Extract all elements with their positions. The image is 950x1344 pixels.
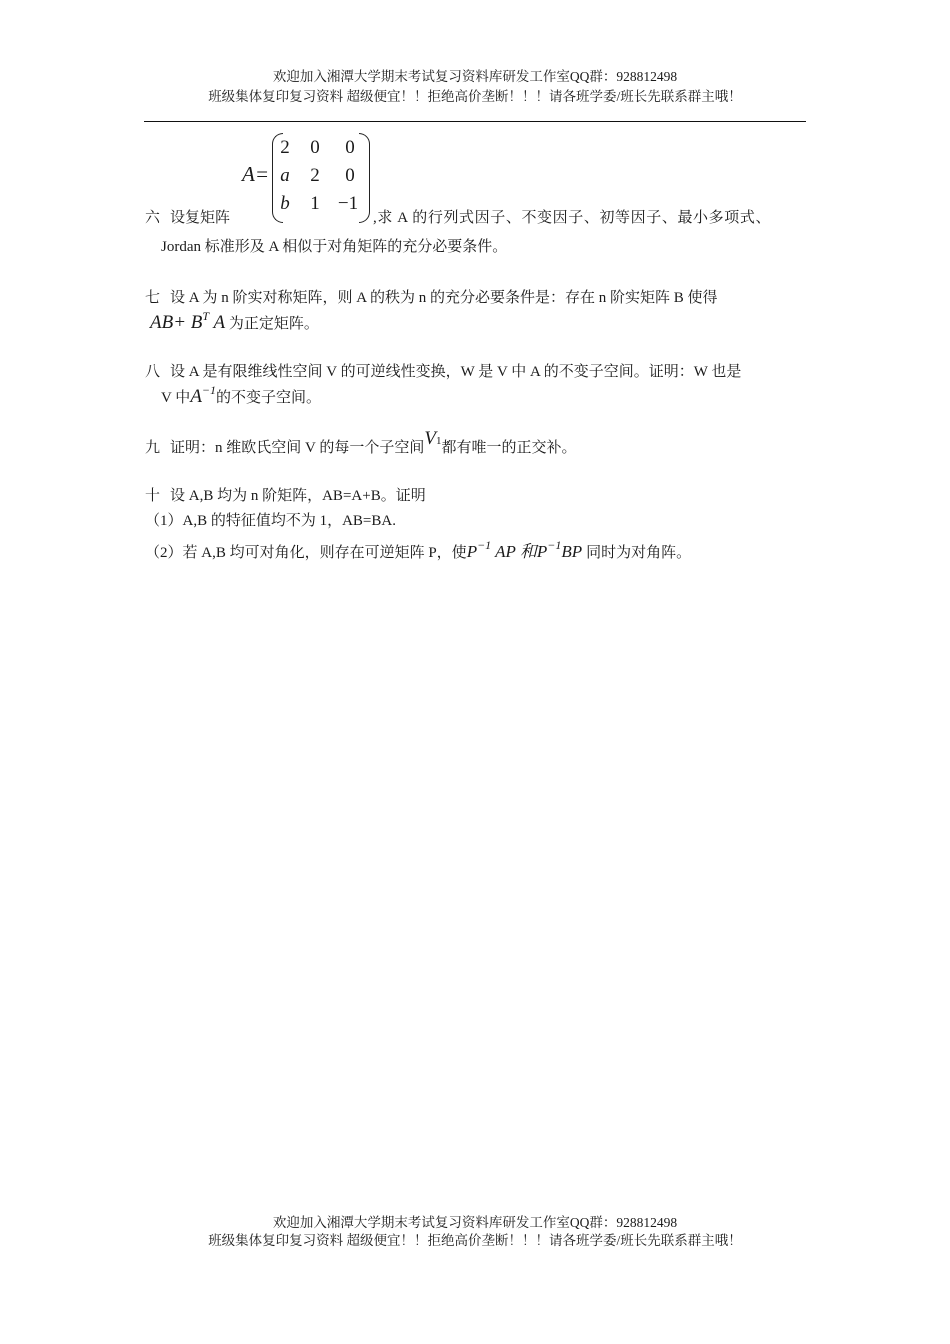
text-part: 同时为对角阵。 <box>586 545 692 561</box>
problem-ten-line1 <box>145 484 426 505</box>
problem-ten-text: 设 A,B 均为 n 阶矩阵，AB=A+B。证明 <box>170 488 426 504</box>
problem-six-lead: 设复矩阵 <box>170 210 231 226</box>
formula-a-inverse <box>190 383 217 407</box>
problem-seven-line2 <box>150 309 319 334</box>
formula-v1 <box>424 428 441 449</box>
problem-number: 七 <box>145 290 161 306</box>
problem-six-line2: Jordan 标准形及 A 相似于对角矩阵的充分必要条件。 <box>161 239 508 255</box>
problem-nine-text: 证明：n 维欧氏空间 V 的每一个子空间 <box>170 440 425 456</box>
problem-six-line1 <box>145 206 230 227</box>
formula-sup: −1 <box>547 538 562 552</box>
problem-nine-text2: 都有唯一的正交补。 <box>441 440 577 456</box>
matrix-cell: 1 <box>310 193 320 214</box>
matrix-cell: 0 <box>310 137 320 158</box>
matrix-label: A= <box>242 162 269 186</box>
matrix-cell: a <box>280 165 290 186</box>
problem-six-tail: ,求 A 的行列式因子、不变因子、初等因子、最小多项式、 <box>373 210 772 226</box>
problem-eight-line1 <box>145 360 741 381</box>
problem-seven-text2: 为正定矩阵。 <box>228 316 319 332</box>
problem-ten-item1: （1）A,B 的特征值均不为 1，AB=BA. <box>145 513 396 529</box>
formula-sup: −1 <box>201 383 217 397</box>
problem-eight-line2 <box>161 383 321 408</box>
matrix-cell: 2 <box>280 137 290 158</box>
problem-number: 六 <box>145 210 161 226</box>
problem-ten-item2 <box>145 537 691 562</box>
problem-seven-line1 <box>145 286 718 307</box>
matrix-cell: 0 <box>345 137 355 158</box>
footer-line-1: 欢迎加入湘潭大学期末考试复习资料库研发工作室QQ群：928812498 <box>272 1215 678 1230</box>
formula-similarity <box>466 538 583 561</box>
problem-nine-line <box>145 428 577 458</box>
text-part: 的不变子空间。 <box>216 390 322 406</box>
header-line-2: 班级集体复印复习资料 超级便宜！！拒绝高价垄断！！！请各班学委/班长先联系群主哦！ <box>208 89 742 104</box>
matrix-cell: 2 <box>310 165 320 186</box>
footer-line-2: 班级集体复印复习资料 超级便宜！！拒绝高价垄断！！！请各班学委/班长先联系群主哦！ <box>208 1233 742 1248</box>
formula-part: A <box>209 312 226 333</box>
formula-part: BP <box>561 542 583 561</box>
problem-number: 八 <box>145 364 161 380</box>
matrix-cell: b <box>280 193 290 214</box>
formula-sub: 1 <box>435 435 442 447</box>
formula-part: P <box>466 542 478 561</box>
formula-sup: T <box>202 309 210 323</box>
header-divider <box>144 121 806 122</box>
formula-part: AB+ B <box>150 312 203 333</box>
problem-number: 九 <box>145 440 161 456</box>
problem-eight-text: 设 A 是有限维线性空间 V 的可逆线性变换，W 是 V 中 A 的不变子空间。证明：W 也是 <box>170 364 742 380</box>
formula-part: AP 和P <box>491 542 548 561</box>
matrix-cell: −1 <box>337 193 359 214</box>
text-part: （2）若 A,B 均可对角化，则存在可逆矩阵 P，使 <box>145 545 467 561</box>
problem-seven-text: 设 A 为 n 阶实对称矩阵，则 A 的秩为 n 的充分必要条件是：存在 n 阶实矩阵 B 使得 <box>170 290 718 306</box>
formula-part: A <box>190 386 202 407</box>
formula-sup: −1 <box>477 538 492 552</box>
text-part: V 中 <box>161 390 191 406</box>
formula-part: V <box>424 428 436 449</box>
matrix-cell: 0 <box>345 165 355 186</box>
header-line-1: 欢迎加入湘潭大学期末考试复习资料库研发工作室QQ群：928812498 <box>272 69 678 84</box>
formula-ab-btA <box>150 309 226 333</box>
problem-number: 十 <box>145 488 161 504</box>
